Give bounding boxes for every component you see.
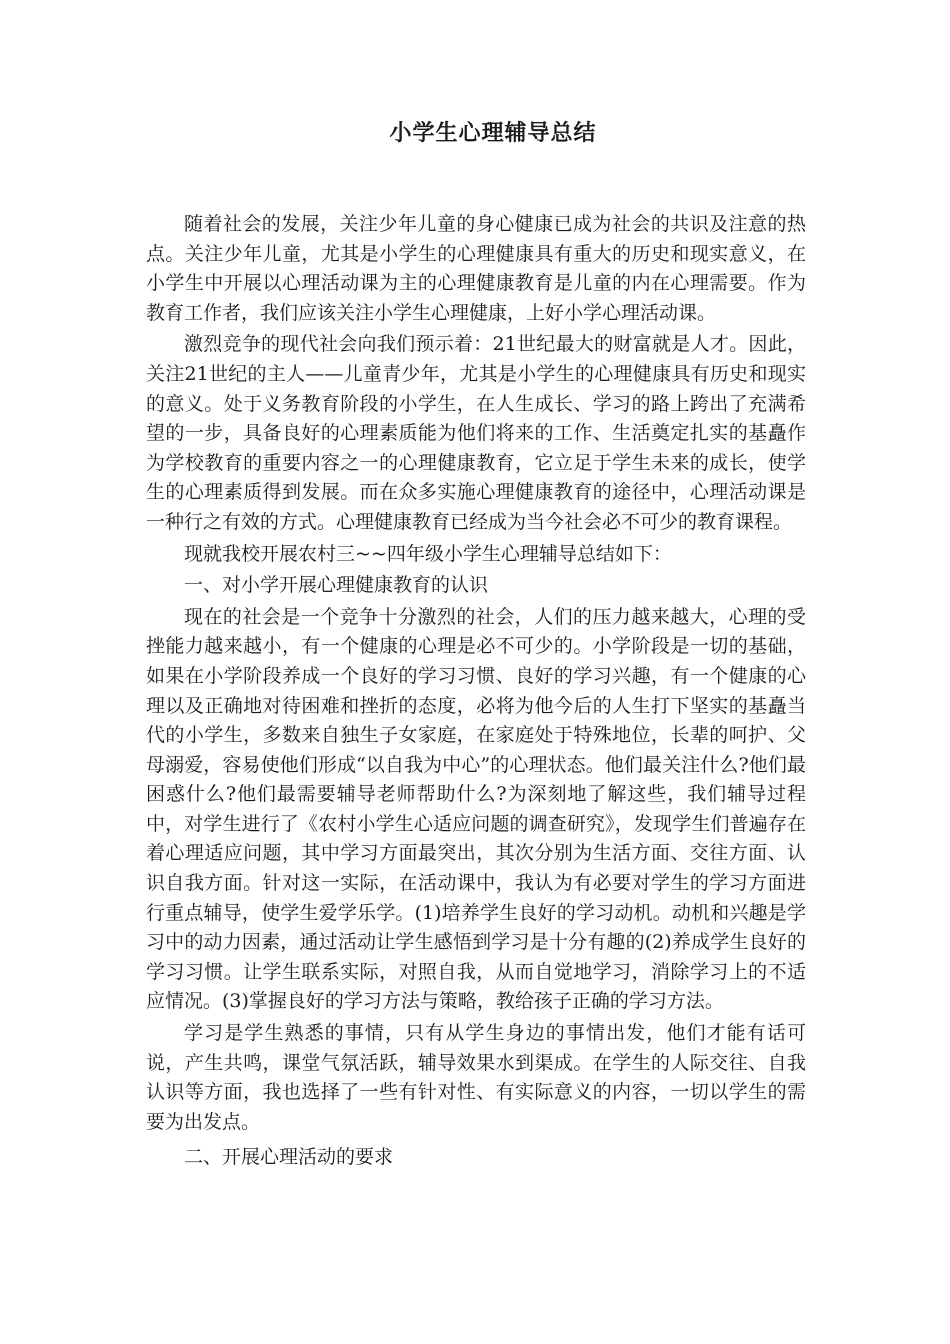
paragraph-section-1-closing: 学习是学生熟悉的事情，只有从学生身边的事情出发，他们才能有话可说，产生共鸣，课堂气氛活跃，辅导效果水到渠成。在学生的人际交往、自我认识等方面，我也选择了一些有针对性、有实际意义的内容，一切以学生的需要为出发点。 bbox=[146, 1022, 806, 1133]
paragraph-section-1-body: 现在的社会是一个竞争十分激烈的社会，人们的压力越来越大，心理的受挫能力越来越小，有一个健康的心理是必不可少的。小学阶段是一切的基础，如果在小学阶段养成一个良好的学习习惯、良好的学习兴趣，有一个健康的心理以及正确地对待困难和挫折的态度，必将为他今后的人生打下坚实的基矗当代的小学生，多数来自独生子女家庭，在家庭处于特殊地位，长辈的呵护、父母溺爱，容易使他们形成“以自我为中心”的心理状态。他们最关注什么?他们最困惑什么?他们最需要辅导老师帮助什么?为深刻地了解这些，我们辅导过程中，对学生进行了《农村小学生心适应问题的调查研究》，发现学生们普遍存在着心理适应问题，其中学习方面最突出，其次分别为生活方面、交往方面、认识自我方面。针对这一实际，在活动课中，我认为有必要对学生的学习方面进行重点辅导，使学生爱学乐学。(1)培养学生良好的学习动机。动机和兴趣是学习中的动力因素，通过活动让学生感悟到学习是十分有趣的(2)养成学生良好的学习习惯。让学生联系实际，对照自我，从而自觉地学习，消除学习上的不适应情况。(3)掌握良好的学习方法与策略，教给孩子正确的学习方法。 bbox=[146, 605, 806, 1013]
document-body bbox=[146, 210, 806, 1175]
paragraph-intro: 随着社会的发展，关注少年儿童的身心健康已成为社会的共识及注意的热点。关注少年儿童，尤其是小学生的心理健康具有重大的历史和现实意义，在小学生中开展以心理活动课为主的心理健康教育是儿童的内在心理需要。作为教育工作者，我们应该关注小学生心理健康，上好小学心理活动课。 bbox=[146, 213, 806, 324]
paragraph-competition: 激烈竞争的现代社会向我们预示着：21世纪最大的财富就是人才。因此，关注21世纪的主人——儿童青少年，尤其是小学生的心理健康具有历史和现实的意义。处于义务教育阶段的小学生，在人生成长、学习的路上跨出了充满希望的一步，具备良好的心理素质能为他们将来的工作、生活奠定扎实的基矗作为学校教育的重要内容之一的心理健康教育，它立足于学生未来的成长，使学生的心理素质得到发展。而在众多实施心理健康教育的途径中，心理活动课是一种行之有效的方式。心理健康教育已经成为当今社会必不可少的教育课程。 bbox=[146, 333, 806, 533]
section-heading-1: 一、对小学开展心理健康教育的认识 bbox=[184, 574, 489, 597]
document-title: 小学生心理辅导总结 bbox=[389, 120, 597, 146]
section-heading-2: 二、开展心理活动的要求 bbox=[184, 1146, 394, 1169]
paragraph-summary-lead: 现就我校开展农村三~~四年级小学生心理辅导总结如下： bbox=[184, 542, 672, 565]
